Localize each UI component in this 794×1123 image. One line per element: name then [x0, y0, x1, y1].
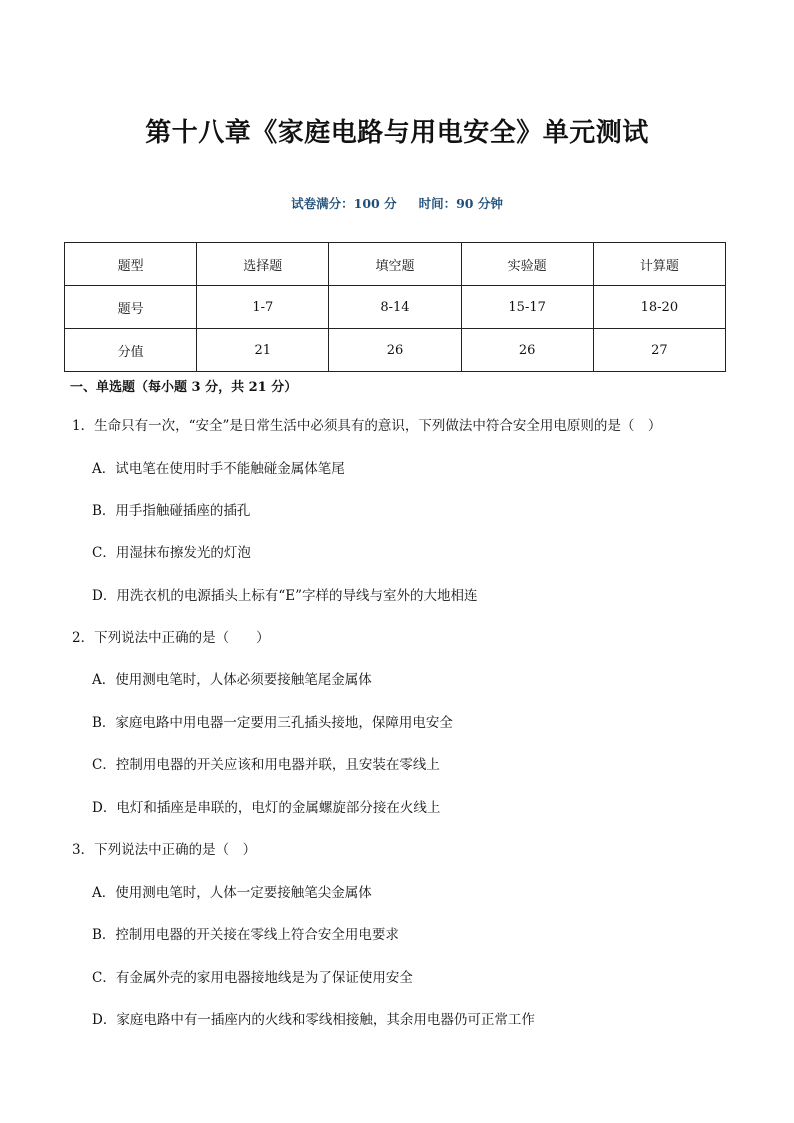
question-3-option-d: D．家庭电路中有一插座内的火线和零线相接触，其余用电器仍可正常工作 — [92, 1012, 535, 1028]
question-2-option-a: A．使用测电笔时，人体必须要接触笔尾金属体 — [92, 672, 372, 688]
exam-info — [0, 194, 794, 212]
table-row — [65, 243, 726, 286]
table-cell: 27 — [593, 329, 725, 372]
question-3-stem: 3．下列说法中正确的是（ ） — [72, 842, 257, 858]
full-score-text: 试卷满分：100 分 — [291, 196, 397, 211]
table-cell: 计算题 — [593, 243, 725, 286]
question-3-option-c: C．有金属外壳的家用电器接地线是为了保证使用安全 — [92, 970, 413, 986]
table-cell: 18-20 — [593, 286, 725, 329]
question-1-option-c: C．用湿抹布擦发光的灯泡 — [92, 545, 251, 561]
question-2-option-d: D．电灯和插座是串联的，电灯的金属螺旋部分接在火线上 — [92, 800, 441, 816]
question-2-stem: 2．下列说法中正确的是（ ） — [72, 630, 270, 646]
table-cell: 选择题 — [197, 243, 329, 286]
table-cell: 26 — [329, 329, 461, 372]
score-table — [64, 242, 726, 372]
question-2-option-c: C．控制用电器的开关应该和用电器并联，且安装在零线上 — [92, 757, 440, 773]
table-cell: 题型 — [65, 243, 197, 286]
question-1-stem: 1．生命只有一次，“安全”是日常生活中必须具有的意识，下列做法中符合安全用电原则的是（ ） — [72, 418, 662, 434]
table-cell: 21 — [197, 329, 329, 372]
question-3-option-b: B．控制用电器的开关接在零线上符合安全用电要求 — [92, 927, 399, 943]
table-cell: 8-14 — [329, 286, 461, 329]
table-cell: 1-7 — [197, 286, 329, 329]
section-heading-single-choice: 一、单选题（每小题 3 分，共 21 分） — [70, 380, 298, 395]
table-cell: 26 — [461, 329, 593, 372]
question-3-option-a: A．使用测电笔时，人体一定要接触笔尖金属体 — [92, 885, 372, 901]
table-cell: 分值 — [65, 329, 197, 372]
page-title: 第十八章《家庭电路与用电安全》单元测试 — [145, 118, 649, 148]
table-cell: 15-17 — [461, 286, 593, 329]
question-1-option-b: B．用手指触碰插座的插孔 — [92, 503, 251, 519]
question-1-option-d: D．用洗衣机的电源插头上标有“E”字样的导线与室外的大地相连 — [92, 588, 478, 604]
table-cell: 填空题 — [329, 243, 461, 286]
table-cell: 实验题 — [461, 243, 593, 286]
table-row — [65, 286, 726, 329]
table-row — [65, 329, 726, 372]
question-2-option-b: B．家庭电路中用电器一定要用三孔插头接地，保障用电安全 — [92, 715, 453, 731]
time-text: 时间：90 分钟 — [418, 196, 503, 211]
table-cell: 题号 — [65, 286, 197, 329]
question-1-option-a: A．试电笔在使用时手不能触碰金属体笔尾 — [92, 461, 345, 477]
